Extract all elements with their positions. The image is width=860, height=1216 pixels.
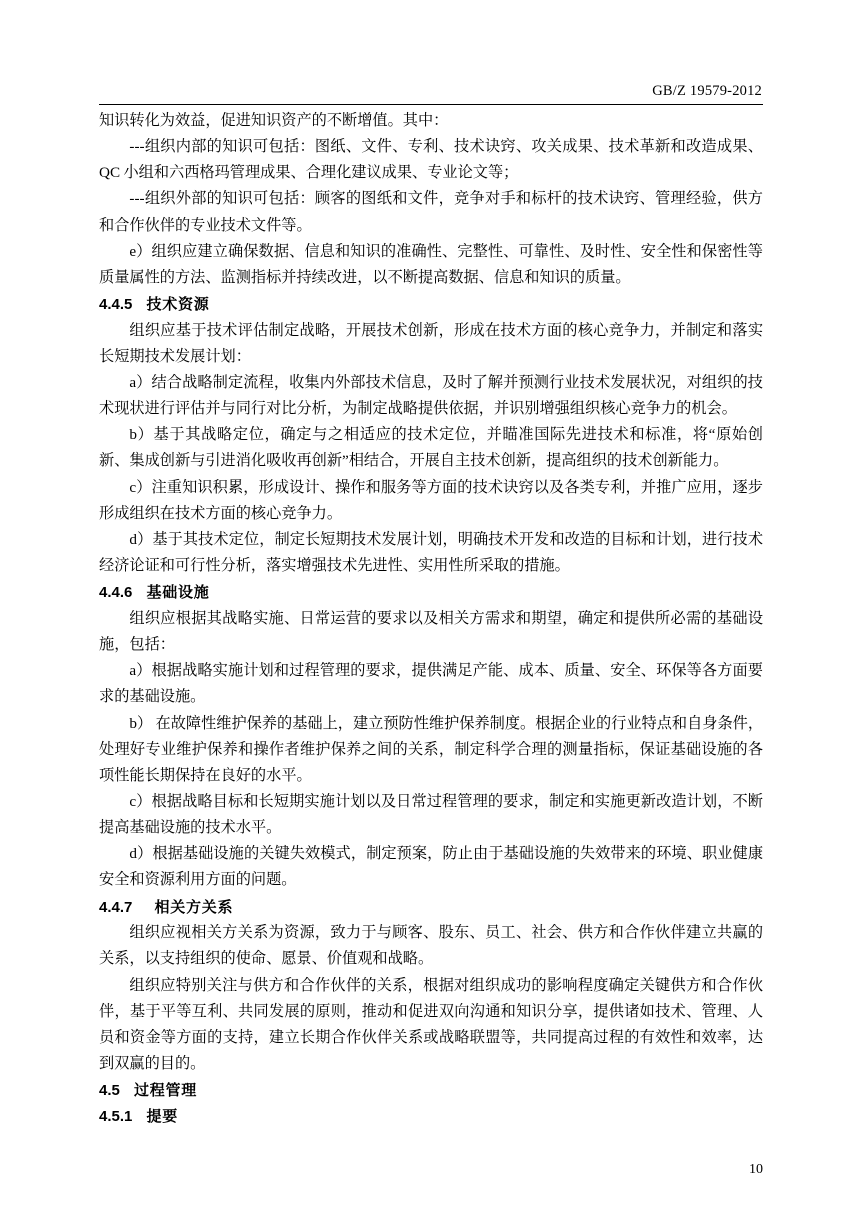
section-number: 4.4.6 <box>99 584 133 602</box>
section-heading <box>99 580 763 606</box>
paragraph: ---组织外部的知识可包括：顾客的图纸和文件，竞争对手和标杆的技术诀窍、管理经验，供方和合作伙伴的专业技术文件等。 <box>99 190 763 234</box>
section-number: 4.5 <box>99 1082 120 1100</box>
section-number: 4.4.5 <box>99 295 133 313</box>
section-title: 过程管理 <box>134 1082 198 1100</box>
section-heading <box>99 1104 763 1130</box>
paragraph: 组织应特别关注与供方和合作伙伴的关系，根据对组织成功的影响程度确定关键供方和合作伙伴，基于平等互利、共同发展的原则，推动和促进双向沟通和知识分享，提供诸如技术、管理、人员和资金等方面的支持，建立长期合作伙伴关系或战略联盟等，共同提高过程的有效性和效率，达到双赢的目的。 <box>99 976 763 1073</box>
page-number: 10 <box>749 1162 763 1177</box>
paragraph: c）注重知识积累，形成设计、操作和服务等方面的技术诀窍以及各类专利，并推广应用，逐步形成组织在技术方面的核心竞争力。 <box>99 478 763 522</box>
paragraph: a）结合战略制定流程，收集内外部技术信息，及时了解并预测行业技术发展状况，对组织的技术现状进行评估并与同行对比分析，为制定战略提供依据，并识别增强组织核心竞争力的机会。 <box>99 374 763 418</box>
paragraph: 组织应视相关方关系为资源，致力于与顾客、股东、员工、社会、供方和合作伙伴建立共赢的关系，以支持组织的使命、愿景、价值观和战略。 <box>99 924 763 968</box>
section-title: 技术资源 <box>146 295 210 313</box>
section-heading <box>99 1078 763 1104</box>
paragraph: c）根据战略目标和长短期实施计划以及日常过程管理的要求，制定和实施更新改造计划，不断提高基础设施的技术水平。 <box>99 792 763 837</box>
paragraph: 组织应根据其战略实施、日常运营的要求以及相关方需求和期望，确定和提供所必需的基础设施，包括： <box>99 609 763 654</box>
page-header-standard-code: GB/Z 19579-2012 <box>652 83 762 99</box>
document-body <box>99 108 763 1130</box>
paragraph: e）组织应建立确保数据、信息和知识的准确性、完整性、可靠性、及时性、安全性和保密性等质量属性的方法、监测指标并持续改进，以不断提高数据、信息和知识的质量。 <box>99 242 763 286</box>
section-number: 4.5.1 <box>99 1107 133 1125</box>
section-title: 提要 <box>146 1107 179 1125</box>
section-title: 基础设施 <box>146 584 210 602</box>
paragraph: d）基于其技术定位，制定长短期技术发展计划，明确技术开发和改造的目标和计划，进行技术经济论证和可行性分析，落实增强技术先进性、实用性所采取的措施。 <box>99 530 763 575</box>
section-title: 相关方关系 <box>154 898 234 916</box>
header-divider <box>99 104 763 105</box>
section-heading <box>99 895 763 921</box>
paragraph: 知识转化为效益，促进知识资产的不断增值。其中： <box>99 112 449 129</box>
paragraph: a）根据战略实施计划和过程管理的要求，提供满足产能、成本、质量、安全、环保等各方面要求的基础设施。 <box>99 662 763 706</box>
paragraph: b）基于其战略定位，确定与之相适应的技术定位，并瞄准国际先进技术和标准，将“原始创新、集成创新与引进消化吸收再创新”相结合，开展自主技术创新，提高组织的技术创新能力。 <box>99 426 763 470</box>
paragraph: 组织应基于技术评估制定战略，开展技术创新，形成在技术方面的核心竞争力，并制定和落实长短期技术发展计划： <box>99 321 763 365</box>
section-number: 4.4.7 <box>99 898 133 916</box>
paragraph: ---组织内部的知识可包括：图纸、文件、专利、技术诀窍、攻关成果、技术革新和改造成果、QC 小组和六西格玛管理成果、合理化建议成果、专业论文等； <box>99 138 763 182</box>
section-heading <box>99 292 763 318</box>
paragraph: d）根据基础设施的关键失效模式，制定预案，防止由于基础设施的失效带来的环境、职业健康安全和资源利用方面的问题。 <box>99 845 763 889</box>
paragraph: b） 在故障性维护保养的基础上，建立预防性维护保养制度。根据企业的行业特点和自身条件，处理好专业维护保养和操作者维护保养之间的关系，制定科学合理的测量指标，保证基础设施的各项性能长期保持在良好的水平。 <box>99 714 764 784</box>
